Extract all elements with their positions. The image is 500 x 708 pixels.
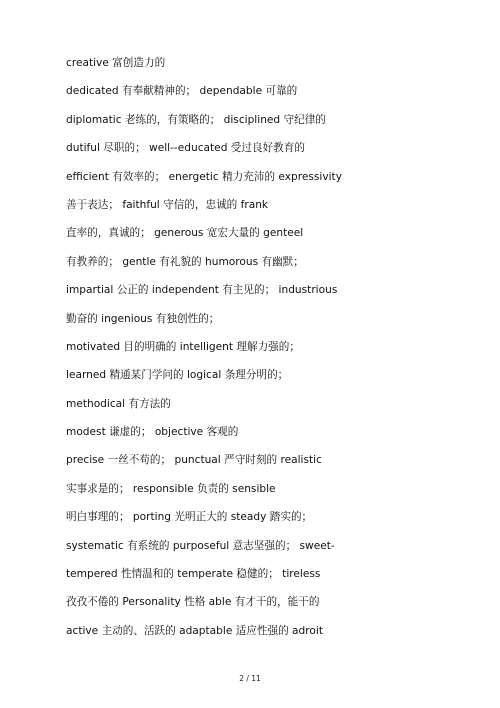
vocabulary-text-block [66, 52, 476, 648]
text-line: dedicated 有奉献精神的； dependable 可靠的 [66, 85, 298, 98]
page-number: 2 / 11 [239, 674, 261, 683]
text-line: 善于表达； faithful 守信的，忠诚的 frank [66, 198, 269, 211]
text-line: learned 精通某门学问的 logical 条理分明的； [66, 369, 289, 382]
text-line: systematic 有系统的 purposeful 意志坚强的； sweet- [66, 539, 335, 552]
text-line: modest 谦虚的； objective 客观的 [66, 426, 239, 439]
text-line: precise 一丝不苟的； punctual 严守时刻的 realistic [66, 454, 322, 467]
text-line: dutiful 尽职的； well--educated 受过良好教育的 [66, 142, 305, 155]
text-line: motivated 目的明确的 intelligent 理解力强的； [66, 340, 300, 353]
text-line: 孜孜不倦的 Personality 性格 able 有才干的，能干的 [66, 596, 320, 609]
text-line: efficient 有效率的； energetic 精力充沛的 expressivity [66, 170, 342, 183]
text-line: 有教养的； gentle 有礼貌的 humorous 有幽默； [66, 255, 304, 268]
text-line: 直率的，真诚的； generous 宽宏大量的 genteel [66, 227, 304, 240]
text-line: 实事求是的； responsible 负责的 sensible [66, 482, 276, 495]
text-line: methodical 有方法的 [66, 397, 171, 410]
text-line: impartial 公正的 independent 有主见的； industrious [66, 284, 338, 297]
text-line: active 主动的、活跃的 adaptable 适应性强的 adroit [66, 624, 323, 637]
text-line: diplomatic 老练的，有策略的； disciplined 守纪律的 [66, 113, 326, 126]
text-line: 勤奋的 ingenious 有独创性的； [66, 312, 220, 325]
text-line: creative 富创造力的 [66, 57, 166, 69]
text-line: 明白事理的； porting 光明正大的 steady 踏实的； [66, 511, 313, 524]
text-line: tempered 性情温和的 temperate 稳健的； tireless [66, 568, 321, 581]
